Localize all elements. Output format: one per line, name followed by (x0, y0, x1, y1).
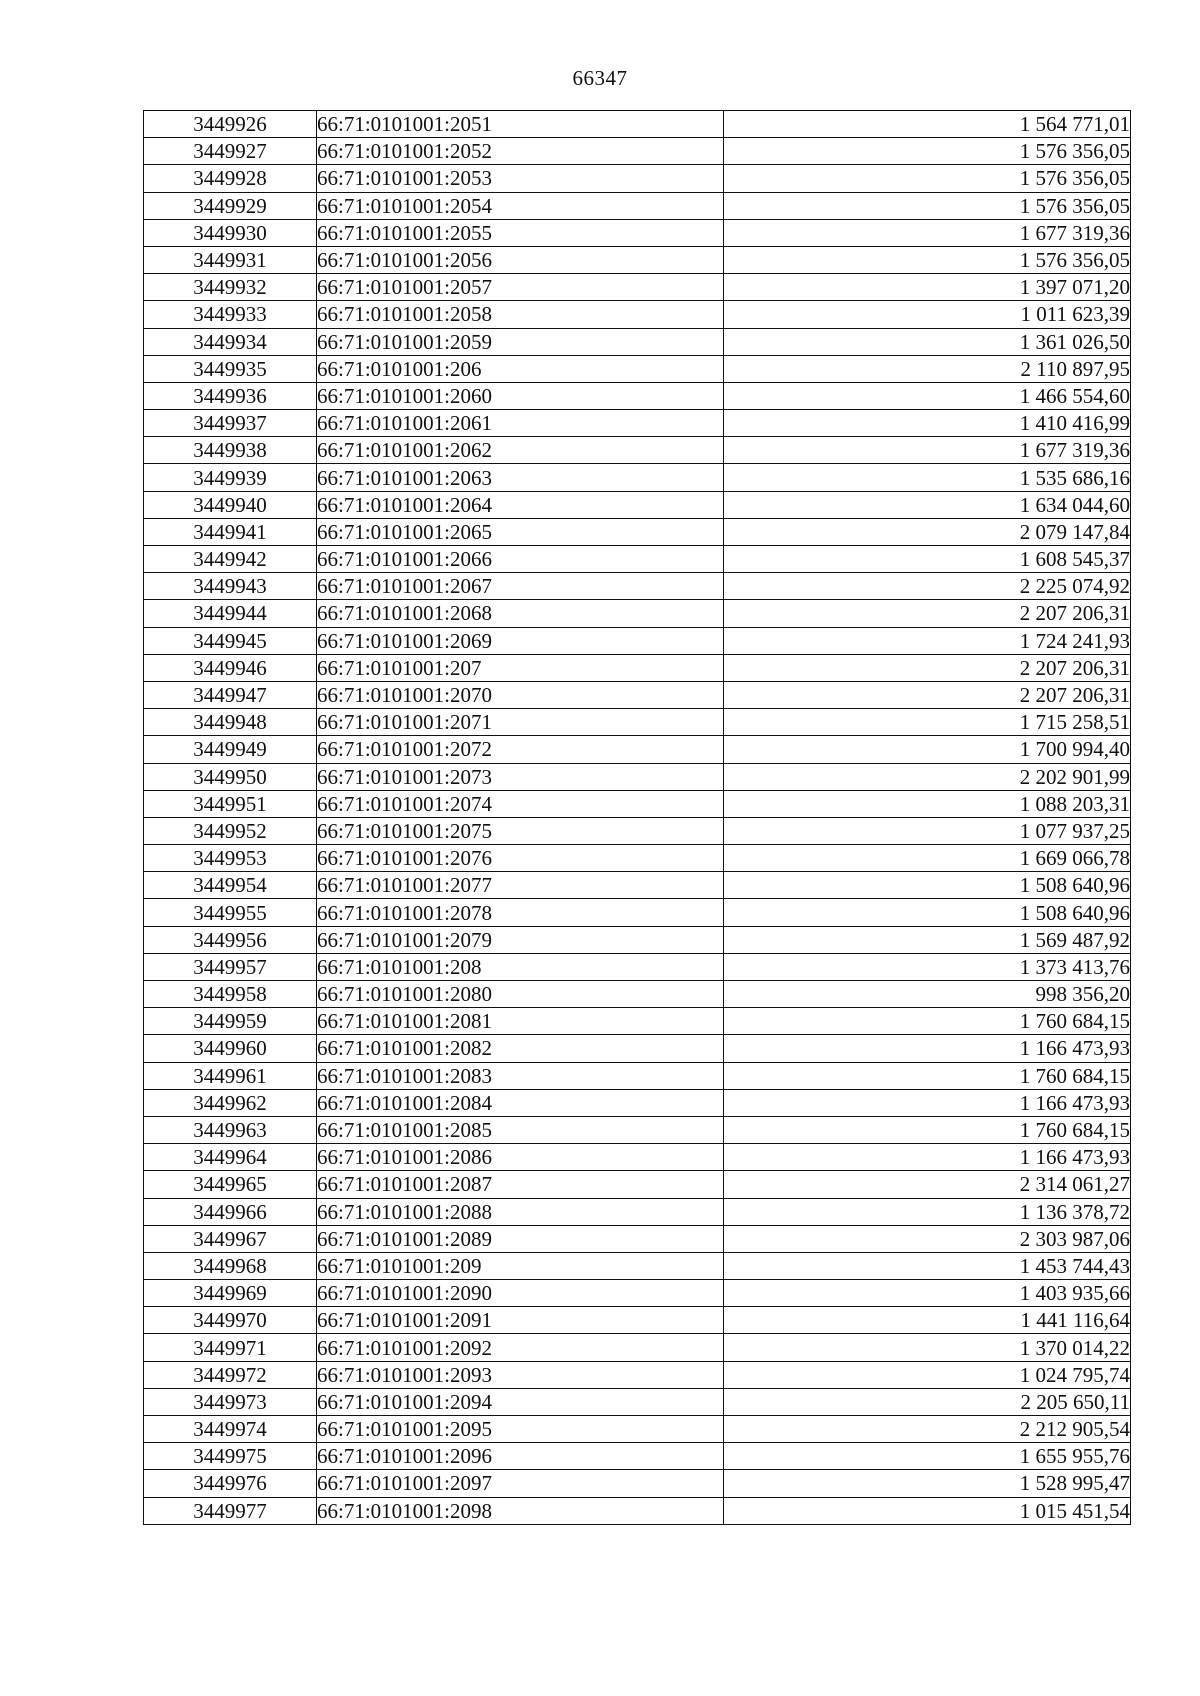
table-row (144, 1171, 1131, 1198)
table-row (144, 1388, 1131, 1415)
cadastral-value-cell: 1 370 014,22 (724, 1334, 1131, 1361)
row-id-cell: 3449968 (144, 1252, 317, 1279)
cadastral-number-cell: 66:71:0101001:2082 (317, 1035, 724, 1062)
cadastral-number-cell: 66:71:0101001:2087 (317, 1171, 724, 1198)
row-id-cell: 3449965 (144, 1171, 317, 1198)
row-id-cell: 3449974 (144, 1416, 317, 1443)
cadastral-value-cell: 2 110 897,95 (724, 355, 1131, 382)
cadastral-number-cell: 66:71:0101001:2057 (317, 274, 724, 301)
table-row (144, 138, 1131, 165)
table-row (144, 981, 1131, 1008)
cadastral-value-cell: 1 760 684,15 (724, 1008, 1131, 1035)
table-row (144, 1470, 1131, 1497)
table-row (144, 1225, 1131, 1252)
row-id-cell: 3449936 (144, 382, 317, 409)
cadastral-value-cell: 1 397 071,20 (724, 274, 1131, 301)
cadastral-value-cell: 1 011 623,39 (724, 301, 1131, 328)
cadastral-number-cell: 66:71:0101001:2051 (317, 111, 724, 138)
row-id-cell: 3449949 (144, 736, 317, 763)
row-id-cell: 3449927 (144, 138, 317, 165)
cadastral-number-cell: 66:71:0101001:2071 (317, 709, 724, 736)
table-row (144, 355, 1131, 382)
table-row (144, 845, 1131, 872)
cadastral-number-cell: 66:71:0101001:2063 (317, 464, 724, 491)
table-row (144, 111, 1131, 138)
table-row (144, 491, 1131, 518)
cadastral-value-cell: 1 088 203,31 (724, 790, 1131, 817)
cadastral-number-cell: 66:71:0101001:207 (317, 654, 724, 681)
row-id-cell: 3449973 (144, 1388, 317, 1415)
cadastral-value-cell: 1 634 044,60 (724, 491, 1131, 518)
row-id-cell: 3449934 (144, 328, 317, 355)
cadastral-value-cell: 1 136 378,72 (724, 1198, 1131, 1225)
row-id-cell: 3449961 (144, 1062, 317, 1089)
cadastral-value-cell: 1 576 356,05 (724, 192, 1131, 219)
row-id-cell: 3449969 (144, 1280, 317, 1307)
table-row (144, 1280, 1131, 1307)
row-id-cell: 3449930 (144, 219, 317, 246)
row-id-cell: 3449950 (144, 763, 317, 790)
cadastral-value-cell: 2 207 206,31 (724, 600, 1131, 627)
row-id-cell: 3449958 (144, 981, 317, 1008)
cadastral-number-cell: 66:71:0101001:209 (317, 1252, 724, 1279)
cadastral-number-cell: 66:71:0101001:2086 (317, 1144, 724, 1171)
row-id-cell: 3449970 (144, 1307, 317, 1334)
cadastral-number-cell: 66:71:0101001:2061 (317, 410, 724, 437)
row-id-cell: 3449976 (144, 1470, 317, 1497)
cadastral-number-cell: 66:71:0101001:2085 (317, 1116, 724, 1143)
table-row (144, 763, 1131, 790)
cadastral-value-cell: 1 453 744,43 (724, 1252, 1131, 1279)
table-row (144, 274, 1131, 301)
table-row (144, 437, 1131, 464)
cadastral-value-cell: 1 760 684,15 (724, 1062, 1131, 1089)
cadastral-number-cell: 66:71:0101001:208 (317, 953, 724, 980)
table-row (144, 1416, 1131, 1443)
table-row (144, 301, 1131, 328)
row-id-cell: 3449953 (144, 845, 317, 872)
row-id-cell: 3449946 (144, 654, 317, 681)
cadastral-value-cell: 1 724 241,93 (724, 627, 1131, 654)
cadastral-number-cell: 66:71:0101001:2055 (317, 219, 724, 246)
page-number: 66347 (572, 66, 628, 90)
cadastral-value-cell: 1 669 066,78 (724, 845, 1131, 872)
table-row (144, 219, 1131, 246)
cadastral-number-cell: 66:71:0101001:2073 (317, 763, 724, 790)
cadastral-value-cell: 1 715 258,51 (724, 709, 1131, 736)
cadastral-value-cell: 1 576 356,05 (724, 246, 1131, 273)
cadastral-number-cell: 66:71:0101001:2054 (317, 192, 724, 219)
cadastral-value-cell: 1 024 795,74 (724, 1361, 1131, 1388)
table-row (144, 192, 1131, 219)
row-id-cell: 3449971 (144, 1334, 317, 1361)
row-id-cell: 3449937 (144, 410, 317, 437)
cadastral-value-cell: 1 410 416,99 (724, 410, 1131, 437)
cadastral-number-cell: 66:71:0101001:2089 (317, 1225, 724, 1252)
table-body (144, 111, 1131, 1525)
cadastral-number-cell: 66:71:0101001:2075 (317, 817, 724, 844)
table-row (144, 1252, 1131, 1279)
table-row (144, 899, 1131, 926)
table-row (144, 600, 1131, 627)
row-id-cell: 3449944 (144, 600, 317, 627)
table-row (144, 654, 1131, 681)
row-id-cell: 3449972 (144, 1361, 317, 1388)
cadastral-value-cell: 1 166 473,93 (724, 1089, 1131, 1116)
cadastral-number-cell: 66:71:0101001:2069 (317, 627, 724, 654)
row-id-cell: 3449960 (144, 1035, 317, 1062)
row-id-cell: 3449955 (144, 899, 317, 926)
row-id-cell: 3449962 (144, 1089, 317, 1116)
table-row (144, 573, 1131, 600)
cadastral-number-cell: 66:71:0101001:2078 (317, 899, 724, 926)
cadastral-value-cell: 2 212 905,54 (724, 1416, 1131, 1443)
table-row (144, 546, 1131, 573)
cadastral-number-cell: 66:71:0101001:2093 (317, 1361, 724, 1388)
cadastral-value-cell: 2 202 901,99 (724, 763, 1131, 790)
table-row (144, 817, 1131, 844)
table-row (144, 246, 1131, 273)
cadastral-number-cell: 66:71:0101001:206 (317, 355, 724, 382)
table-row (144, 1307, 1131, 1334)
cadastral-number-cell: 66:71:0101001:2072 (317, 736, 724, 763)
table-row (144, 1198, 1131, 1225)
cadastral-value-cell: 1 373 413,76 (724, 953, 1131, 980)
cadastral-value-cell: 1 677 319,36 (724, 219, 1131, 246)
row-id-cell: 3449945 (144, 627, 317, 654)
cadastral-value-cell: 2 314 061,27 (724, 1171, 1131, 1198)
cadastral-value-cell: 1 508 640,96 (724, 899, 1131, 926)
row-id-cell: 3449941 (144, 518, 317, 545)
cadastral-number-cell: 66:71:0101001:2097 (317, 1470, 724, 1497)
cadastral-number-cell: 66:71:0101001:2068 (317, 600, 724, 627)
cadastral-number-cell: 66:71:0101001:2056 (317, 246, 724, 273)
row-id-cell: 3449933 (144, 301, 317, 328)
row-id-cell: 3449948 (144, 709, 317, 736)
table-row (144, 1116, 1131, 1143)
row-id-cell: 3449951 (144, 790, 317, 817)
cadastral-number-cell: 66:71:0101001:2062 (317, 437, 724, 464)
row-id-cell: 3449940 (144, 491, 317, 518)
cadastral-value-cell: 998 356,20 (724, 981, 1131, 1008)
table-row (144, 926, 1131, 953)
cadastral-number-cell: 66:71:0101001:2066 (317, 546, 724, 573)
cadastral-number-cell: 66:71:0101001:2065 (317, 518, 724, 545)
table-row (144, 736, 1131, 763)
cadastral-value-cell: 1 655 955,76 (724, 1443, 1131, 1470)
cadastral-value-cell: 1 403 935,66 (724, 1280, 1131, 1307)
cadastral-value-cell: 1 528 995,47 (724, 1470, 1131, 1497)
cadastral-value-cell: 1 535 686,16 (724, 464, 1131, 491)
cadastral-number-cell: 66:71:0101001:2059 (317, 328, 724, 355)
cadastral-number-cell: 66:71:0101001:2053 (317, 165, 724, 192)
cadastral-value-cell: 1 576 356,05 (724, 138, 1131, 165)
cadastral-value-cell: 1 077 937,25 (724, 817, 1131, 844)
row-id-cell: 3449977 (144, 1497, 317, 1524)
table-row (144, 872, 1131, 899)
cadastral-value-cell: 2 225 074,92 (724, 573, 1131, 600)
row-id-cell: 3449947 (144, 681, 317, 708)
table-row (144, 410, 1131, 437)
row-id-cell: 3449966 (144, 1198, 317, 1225)
cadastral-number-cell: 66:71:0101001:2092 (317, 1334, 724, 1361)
cadastral-value-cell: 1 569 487,92 (724, 926, 1131, 953)
cadastral-value-cell: 1 166 473,93 (724, 1144, 1131, 1171)
cadastral-number-cell: 66:71:0101001:2080 (317, 981, 724, 1008)
table-row (144, 1443, 1131, 1470)
table-row (144, 1334, 1131, 1361)
table-row (144, 1008, 1131, 1035)
table-row (144, 627, 1131, 654)
table-row (144, 165, 1131, 192)
row-id-cell: 3449926 (144, 111, 317, 138)
cadastral-number-cell: 66:71:0101001:2070 (317, 681, 724, 708)
row-id-cell: 3449967 (144, 1225, 317, 1252)
cadastral-number-cell: 66:71:0101001:2074 (317, 790, 724, 817)
table-row (144, 1497, 1131, 1524)
cadastral-value-cell: 2 207 206,31 (724, 681, 1131, 708)
table-row (144, 464, 1131, 491)
cadastral-value-cell: 2 303 987,06 (724, 1225, 1131, 1252)
cadastral-number-cell: 66:71:0101001:2052 (317, 138, 724, 165)
row-id-cell: 3449952 (144, 817, 317, 844)
row-id-cell: 3449928 (144, 165, 317, 192)
row-id-cell: 3449942 (144, 546, 317, 573)
cadastral-number-cell: 66:71:0101001:2060 (317, 382, 724, 409)
table-row (144, 1089, 1131, 1116)
table-row (144, 790, 1131, 817)
cadastral-value-cell: 1 441 116,64 (724, 1307, 1131, 1334)
cadastral-number-cell: 66:71:0101001:2076 (317, 845, 724, 872)
table-row (144, 382, 1131, 409)
row-id-cell: 3449975 (144, 1443, 317, 1470)
table-row (144, 1035, 1131, 1062)
cadastral-number-cell: 66:71:0101001:2058 (317, 301, 724, 328)
cadastral-value-cell: 2 207 206,31 (724, 654, 1131, 681)
cadastral-number-cell: 66:71:0101001:2083 (317, 1062, 724, 1089)
table-row (144, 953, 1131, 980)
cadastral-value-cell: 2 079 147,84 (724, 518, 1131, 545)
row-id-cell: 3449954 (144, 872, 317, 899)
table-row (144, 709, 1131, 736)
cadastral-value-cell: 1 508 640,96 (724, 872, 1131, 899)
row-id-cell: 3449932 (144, 274, 317, 301)
cadastral-value-cell: 1 576 356,05 (724, 165, 1131, 192)
cadastral-number-cell: 66:71:0101001:2081 (317, 1008, 724, 1035)
cadastral-value-cell: 1 361 026,50 (724, 328, 1131, 355)
row-id-cell: 3449938 (144, 437, 317, 464)
row-id-cell: 3449959 (144, 1008, 317, 1035)
row-id-cell: 3449931 (144, 246, 317, 273)
table-row (144, 681, 1131, 708)
cadastral-number-cell: 66:71:0101001:2084 (317, 1089, 724, 1116)
cadastral-number-cell: 66:71:0101001:2098 (317, 1497, 724, 1524)
row-id-cell: 3449935 (144, 355, 317, 382)
cadastral-number-cell: 66:71:0101001:2096 (317, 1443, 724, 1470)
cadastral-number-cell: 66:71:0101001:2077 (317, 872, 724, 899)
cadastral-number-cell: 66:71:0101001:2090 (317, 1280, 724, 1307)
row-id-cell: 3449963 (144, 1116, 317, 1143)
row-id-cell: 3449943 (144, 573, 317, 600)
cadastral-value-cell: 1 166 473,93 (724, 1035, 1131, 1062)
table-row (144, 1361, 1131, 1388)
cadastral-value-cell: 1 015 451,54 (724, 1497, 1131, 1524)
row-id-cell: 3449964 (144, 1144, 317, 1171)
cadastral-number-cell: 66:71:0101001:2088 (317, 1198, 724, 1225)
row-id-cell: 3449939 (144, 464, 317, 491)
table-row (144, 1062, 1131, 1089)
cadastral-value-cell: 1 608 545,37 (724, 546, 1131, 573)
row-id-cell: 3449957 (144, 953, 317, 980)
cadastral-number-cell: 66:71:0101001:2079 (317, 926, 724, 953)
cadastral-value-cell: 1 677 319,36 (724, 437, 1131, 464)
cadastral-number-cell: 66:71:0101001:2091 (317, 1307, 724, 1334)
cadastral-number-cell: 66:71:0101001:2064 (317, 491, 724, 518)
row-id-cell: 3449929 (144, 192, 317, 219)
cadastral-value-cell: 1 700 994,40 (724, 736, 1131, 763)
table-row (144, 1144, 1131, 1171)
cadastral-value-cell: 1 466 554,60 (724, 382, 1131, 409)
cadastral-number-cell: 66:71:0101001:2067 (317, 573, 724, 600)
table-row (144, 518, 1131, 545)
cadastral-value-table (143, 110, 1131, 1525)
cadastral-value-cell: 1 564 771,01 (724, 111, 1131, 138)
cadastral-value-cell: 2 205 650,11 (724, 1388, 1131, 1415)
cadastral-number-cell: 66:71:0101001:2094 (317, 1388, 724, 1415)
cadastral-number-cell: 66:71:0101001:2095 (317, 1416, 724, 1443)
cadastral-value-cell: 1 760 684,15 (724, 1116, 1131, 1143)
row-id-cell: 3449956 (144, 926, 317, 953)
table-row (144, 328, 1131, 355)
